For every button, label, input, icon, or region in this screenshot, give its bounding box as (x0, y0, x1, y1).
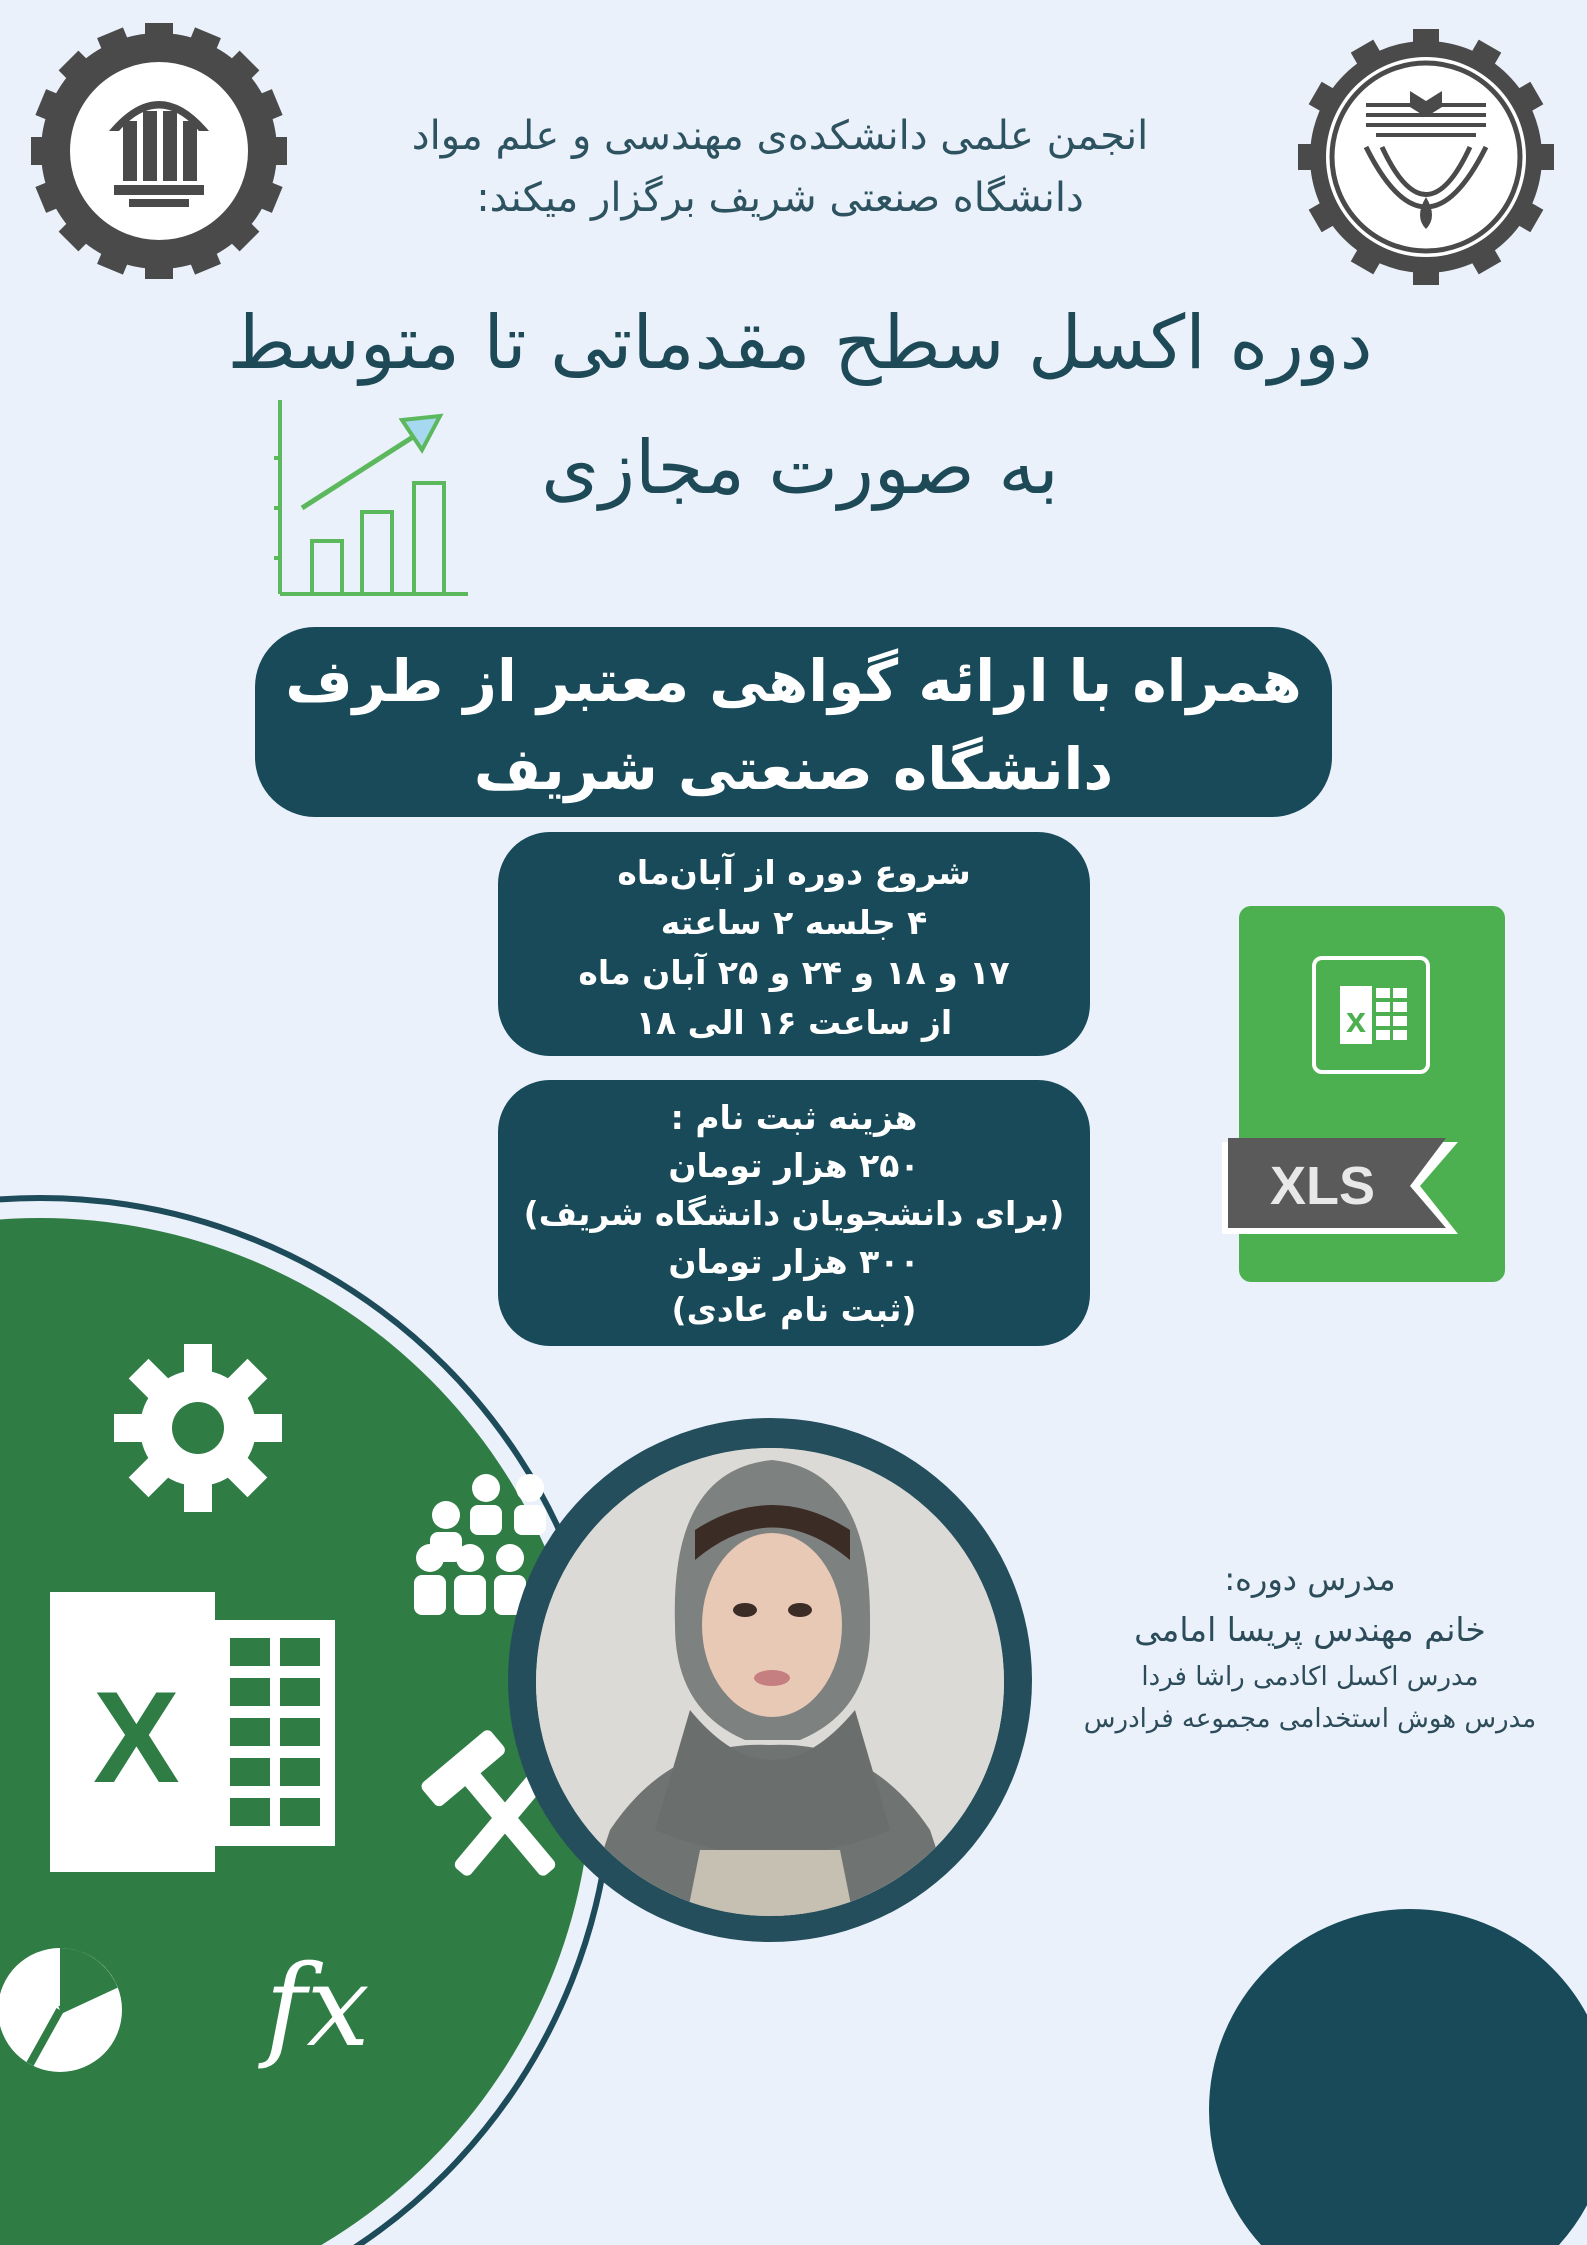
organizer-line-2: دانشگاه صنعتی شریف برگزار میکند: (476, 175, 1084, 221)
course-subtitle: به صورت مجازی (541, 425, 1059, 511)
excel-logo-icon (50, 1592, 335, 1872)
schedule-line: از ساعت ۱۶ الی ۱۸ (635, 1003, 953, 1042)
gear-icon (114, 1344, 282, 1512)
organizer-line-1: انجمن علمی دانشکده‌ی مهندسی و علم مواد (411, 113, 1149, 159)
xls-file-icon (1218, 904, 1508, 1286)
instructor-heading: مدرس دوره: (1224, 1560, 1396, 1598)
sharif-university-logo (30, 22, 288, 280)
fee-line: (ثبت نام عادی) (671, 1290, 917, 1329)
schedule-line: ۴ جلسه ۲ ساعته (660, 903, 928, 942)
instructor-name: خانم مهندس پریسا امامی (1134, 1610, 1486, 1649)
growth-chart-icon (272, 398, 472, 603)
schedule-line: ۱۷ و ۱۸ و ۲۴ و ۲۵ آبان ماه (578, 953, 1010, 992)
fee-line: ۲۵۰ هزار تومان (668, 1146, 920, 1185)
organizer-text (330, 105, 1230, 229)
course-title: دوره اکسل سطح مقدماتی تا متوسط (227, 300, 1373, 386)
corner-circle (1210, 1910, 1587, 2245)
pie-chart-icon (0, 1948, 122, 2072)
instructor-photo (500, 1410, 1040, 1950)
excel-x-letter: X (93, 1664, 180, 1810)
schedule-box (498, 832, 1090, 1056)
certificate-line-1: همراه با ارائه گواهی معتبر از طرف (285, 647, 1302, 715)
certificate-line-2: دانشگاه صنعتی شریف (473, 735, 1114, 803)
fee-box (498, 1080, 1090, 1346)
xls-label: XLS (1270, 1156, 1376, 1216)
instructor-role-2: مدرس هوش استخدامی مجموعه فرادرس (1083, 1704, 1537, 1734)
fee-line: هزینه ثبت نام : (670, 1098, 918, 1137)
fee-line: (برای دانشجویان دانشگاه شریف) (523, 1194, 1065, 1233)
materials-society-logo (1297, 28, 1555, 286)
instructor-role-1: مدرس اکسل اکادمی راشا فردا (1141, 1662, 1479, 1692)
fee-line: ۳۰۰ هزار تومان (668, 1242, 920, 1281)
schedule-line: شروع دوره از آبان‌ماه (617, 853, 971, 892)
fx-symbol: fx (265, 1942, 370, 2072)
svg-text:x: x (1346, 999, 1367, 1040)
certificate-banner (255, 627, 1332, 817)
